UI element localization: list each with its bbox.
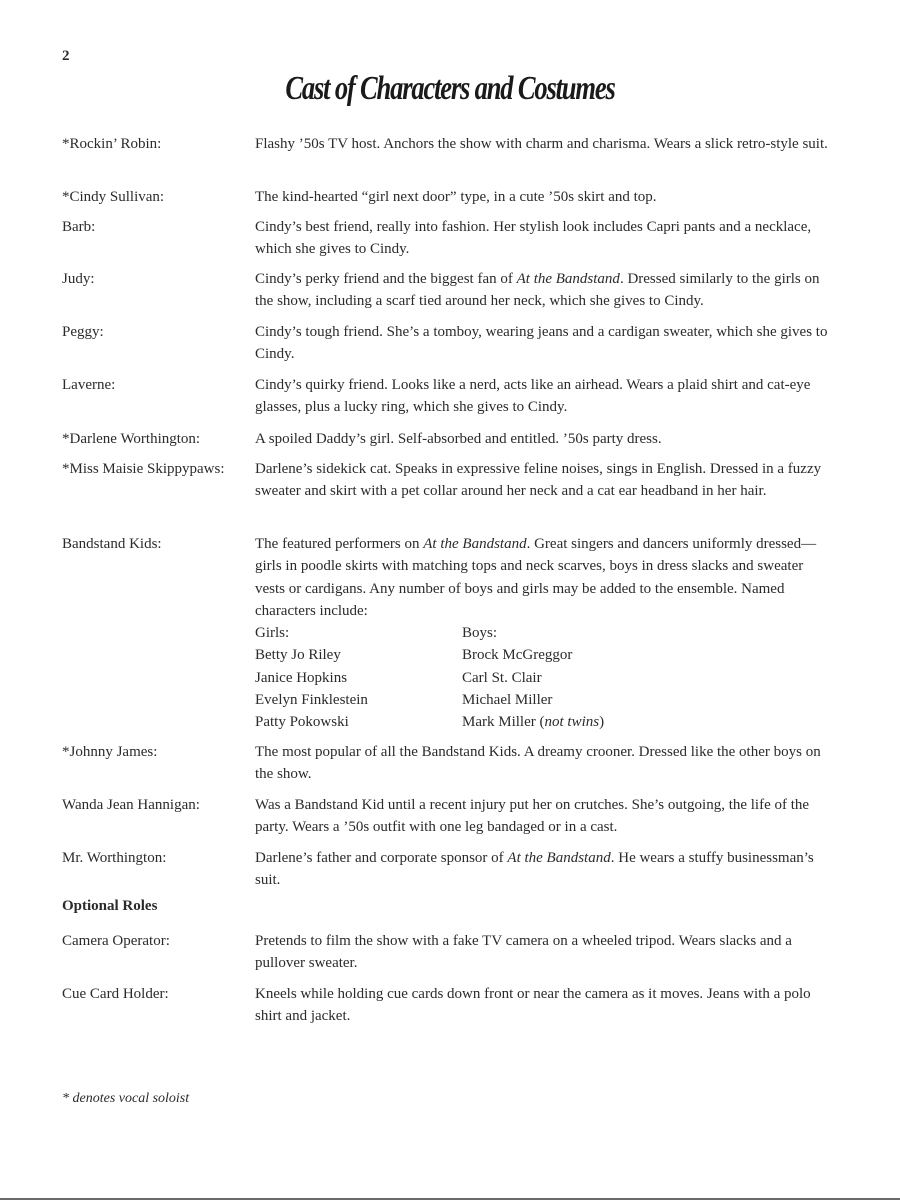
page-title: Cast of Characters and Costumes <box>285 70 615 107</box>
bandstand-kids-roster <box>255 622 835 733</box>
character-description <box>255 374 835 419</box>
character-name: *Cindy Sullivan: <box>62 189 165 205</box>
description-text: . He wears a stuffy businessman’s suit. <box>255 850 814 889</box>
character-name: Mr. Worthington: <box>62 850 167 866</box>
character-description <box>255 930 835 975</box>
boy-name: Mark Miller (not twins) <box>462 714 605 731</box>
character-name: Camera Operator: <box>62 933 170 949</box>
description-text: Cindy’s best friend, really into fashion. Her stylish look includes Capri pants and a necklace, which she gives to Cindy. <box>255 219 812 258</box>
description-text: Flashy ’50s TV host. Anchors the show with charm and charisma. Wears a slick retro-style suit. <box>255 136 828 152</box>
description-text: Kneels while holding cue cards down front or near the camera as it moves. Jeans with a polo shirt and jacket. <box>255 986 811 1025</box>
description-text: The kind-hearted “girl next door” type, in a cute ’50s skirt and top. <box>255 189 657 205</box>
description-text: Cindy’s quirky friend. Looks like a nerd, acts like an airhead. Wears a plaid shirt and cat-eye glasses, plus a lucky ring, which she gives to Cindy. <box>255 377 811 416</box>
character-description <box>255 458 835 503</box>
character-name: Cue Card Holder: <box>62 986 169 1002</box>
girl-name: Betty Jo Riley <box>255 647 341 664</box>
girl-name: Patty Pokowski <box>255 714 349 731</box>
page-number: 2 <box>62 48 70 64</box>
description-text: . Dressed similarly to the girls on the show, including a scarf tied around her neck, which she gives to Cindy. <box>255 271 820 310</box>
description-text: Cindy’s perky friend and the biggest fan of <box>255 271 517 287</box>
character-description <box>255 186 835 208</box>
boy-name: Carl St. Clair <box>462 669 542 686</box>
footnote: * denotes vocal soloist <box>62 1091 190 1106</box>
character-description <box>255 216 835 261</box>
character-description <box>255 321 835 366</box>
character-name: Bandstand Kids: <box>62 536 162 552</box>
description-text: Pretends to film the show with a fake TV camera on a wheeled tripod. Wears slacks and a pullover sweater. <box>255 933 792 972</box>
show-title: At the Bandstand <box>423 536 527 552</box>
character-name: *Johnny James: <box>62 744 158 760</box>
character-name: Judy: <box>62 271 95 287</box>
girl-name: Janice Hopkins <box>255 669 348 686</box>
description-text: Darlene’s sidekick cat. Speaks in expressive feline noises, sings in English. Dressed in a fuzzy sweater and skirt with a pet collar around her neck and a cat ear headband in her hair. <box>255 461 822 500</box>
character-name: Barb: <box>62 219 96 235</box>
optional-roles-heading: Optional Roles <box>62 898 158 914</box>
boy-name: Brock McGreggor <box>462 647 573 664</box>
character-description <box>255 268 835 313</box>
character-description <box>255 847 835 892</box>
character-description <box>255 983 835 1028</box>
show-title: At the Bandstand <box>516 271 620 287</box>
character-name: *Miss Maisie Skippypaws: <box>62 461 225 477</box>
character-description <box>255 133 835 155</box>
character-name: Wanda Jean Hannigan: <box>62 797 200 813</box>
description-text: Cindy’s tough friend. She’s a tomboy, wearing jeans and a cardigan sweater, which she gives to Cindy. <box>255 324 828 363</box>
character-description <box>255 794 835 839</box>
show-title: At the Bandstand <box>507 850 611 866</box>
girls-column <box>255 622 462 733</box>
girl-name: Evelyn Finklestein <box>255 692 368 709</box>
boys-column <box>462 622 662 733</box>
character-description <box>255 533 835 734</box>
description-text: Darlene’s father and corporate sponsor of <box>255 850 508 866</box>
character-name: Peggy: <box>62 324 104 340</box>
boy-name: Michael Miller <box>462 692 553 709</box>
twins-note-text: not twins <box>544 714 600 731</box>
description-text: The featured performers on <box>255 536 424 552</box>
girls-label: Girls: <box>255 625 290 642</box>
boys-label: Boys: <box>462 625 498 642</box>
character-name: Laverne: <box>62 377 116 393</box>
description-text: A spoiled Daddy’s girl. Self-absorbed and entitled. ’50s party dress. <box>255 431 662 447</box>
character-name: *Darlene Worthington: <box>62 431 201 447</box>
description-text: The most popular of all the Bandstand Kids. A dreamy crooner. Dressed like the other boys on the show. <box>255 744 821 783</box>
character-name: *Rockin’ Robin: <box>62 136 162 152</box>
description-text: Was a Bandstand Kid until a recent injury put her on crutches. She’s outgoing, the life of the party. Wears a ’50s outfit with one leg bandaged or in a cast. <box>255 797 810 836</box>
character-description <box>255 741 835 786</box>
character-description <box>255 428 835 450</box>
description-text: . Great singers and dancers uniformly dressed—girls in poodle skirts with matching tops and neck scarves, boys in dress slacks and sweater vests or cardigans. Any number of boys and girls may be added to the ensemble. Named characters include: <box>255 536 817 619</box>
